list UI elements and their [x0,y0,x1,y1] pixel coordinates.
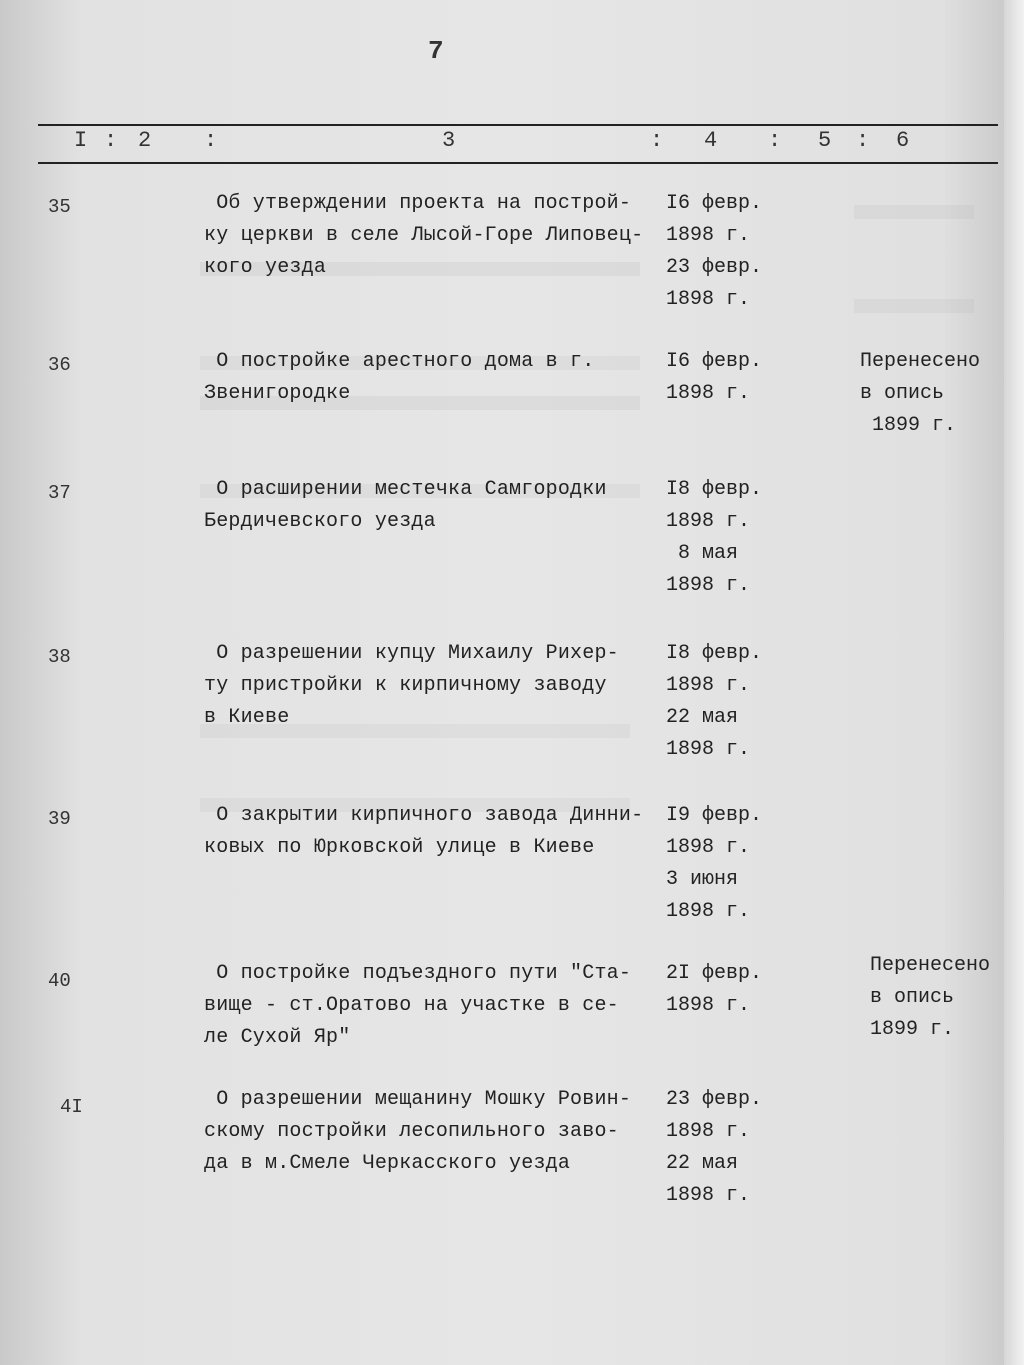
column-separator: : [204,128,218,153]
entry-note: Перенесено в опись 1899 г. [860,350,981,437]
entry-title: О разрешении мещанину Мошку Ровин- скому постройки лесопильного заво- да в м.Смеле Черкасского уезда [204,1088,632,1175]
entry-title: Об утверждении проекта на построй- ку церкви в селе Лысой-Горе Липовец- кого уезда [204,192,644,279]
entry-dates: I6 февр. 1898 г. [666,350,763,405]
entry-number: 40 [48,970,71,992]
bleed-through-mark [854,205,974,313]
column-separator: : [650,128,664,153]
entry-dates: 2I февр. 1898 г. [666,962,763,1017]
column-header-4: 4 [704,128,718,153]
entry-title: О расширении местечка Самгородки Бердичевского уезда [204,478,607,533]
column-separator: : [768,128,782,153]
column-header-3: 3 [442,128,456,153]
entry-dates: 23 февр. 1898 г. 22 мая 1898 г. [666,1088,763,1207]
column-header-5: 5 [818,128,832,153]
column-separator: : [856,128,870,153]
header-rule-top [38,124,998,126]
entry-note: Перенесено в опись 1899 г. [870,954,991,1041]
entry-dates: I9 февр. 1898 г. 3 июня 1898 г. [666,804,763,923]
entry-number: 4I [60,1096,83,1118]
entry-dates: I8 февр. 1898 г. 22 мая 1898 г. [666,642,763,761]
page-number: 7 [428,36,444,66]
bleed-through-mark [200,724,630,812]
entry-dates: I6 февр. 1898 г. 23 февр. 1898 г. [666,192,763,311]
entry-number: 37 [48,482,71,504]
page-edge [1004,0,1024,1365]
header-rule-bottom [38,162,998,164]
entry-number: 35 [48,196,71,218]
entry-title: О закрытии кирпичного завода Динни- ковых по Юрковской улице в Киеве [204,804,644,859]
entry-number: 36 [48,354,71,376]
entry-title: О постройке подъездного пути "Ста- вище - ст.Оратово на участке в се- ле Сухой Яр" [204,962,632,1049]
entry-number: 38 [48,646,71,668]
column-header-6: 6 [896,128,910,153]
entry-title: О разрешении купцу Михаилу Рихер- ту пристройки к кирпичному заводу в Киеве [204,642,619,729]
column-separator: : [104,128,118,153]
column-header-2: 2 [138,128,152,153]
column-header-1: I [74,128,88,153]
entry-title: О постройке арестного дома в г. Звенигородке [204,350,595,405]
entry-dates: I8 февр. 1898 г. 8 мая 1898 г. [666,478,763,597]
entry-number: 39 [48,808,71,830]
